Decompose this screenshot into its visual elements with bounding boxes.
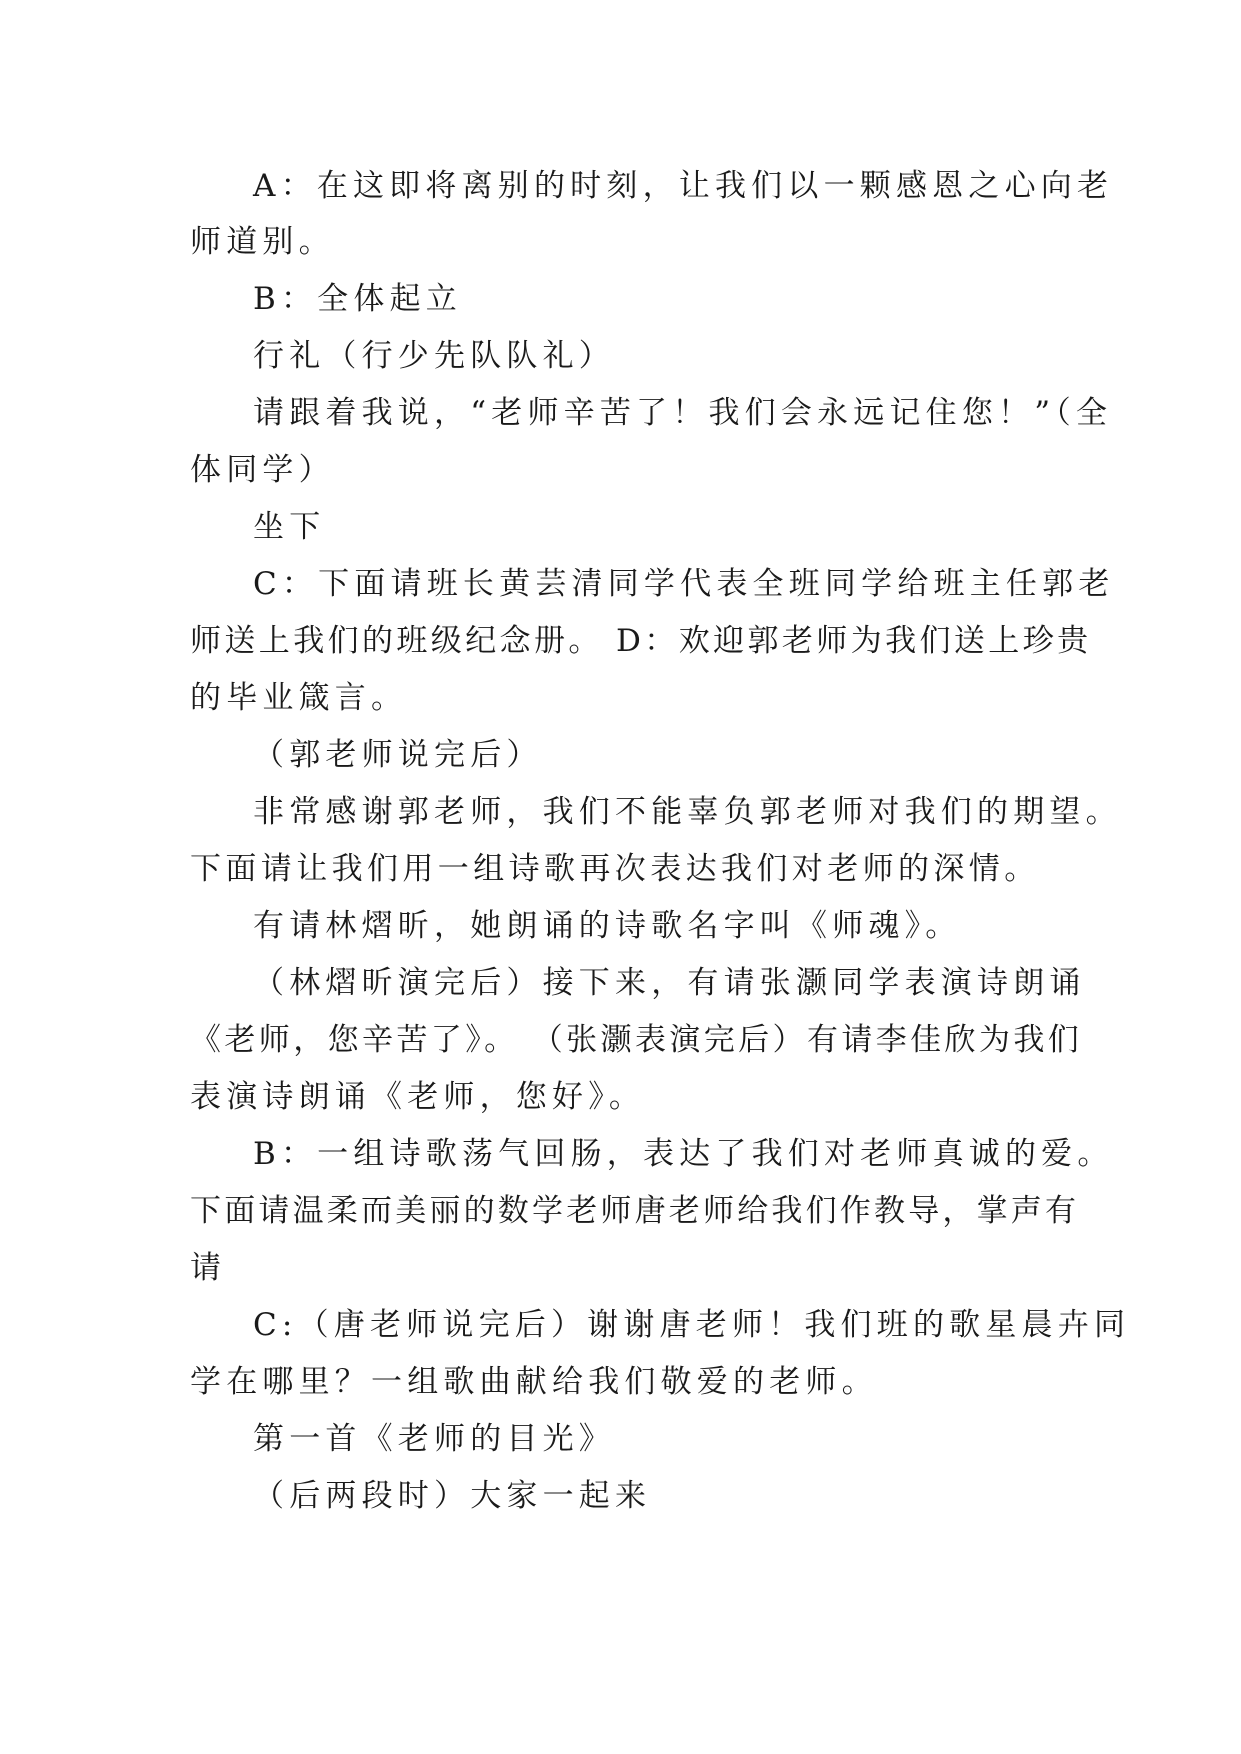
paragraph-line: （郭老师说完后）: [253, 737, 543, 773]
paragraph-line: 下面请让我们用一组诗歌再次表达我们对老师的深情。: [190, 851, 1040, 887]
paragraph-line: 《老师，您辛苦了》。 （张灏表演完后）有请李佳欣为我们: [190, 1022, 1083, 1058]
paragraph-line: 师道别。: [190, 224, 335, 260]
paragraph-line: C：下面请班长黄芸清同学代表全班同学给班主任郭老: [253, 566, 1115, 602]
paragraph-line: 坐下: [253, 509, 326, 545]
paragraph-line: A：在这即将离别的时刻，让我们以一颗感恩之心向老: [253, 168, 1114, 204]
paragraph-line: 请: [190, 1250, 227, 1286]
paragraph-line: 下面请温柔而美丽的数学老师唐老师给我们作教导，掌声有: [190, 1193, 1080, 1229]
paragraph-line: 学在哪里？一组歌曲献给我们敬爱的老师。: [190, 1364, 878, 1400]
paragraph-line: 有请林熠昕，她朗诵的诗歌名字叫《师魂》。: [253, 908, 962, 944]
paragraph-line: （林熠昕演完后）接下来，有请张灏同学表演诗朗诵: [253, 965, 1086, 1001]
paragraph-line: 非常感谢郭老师，我们不能辜负郭老师对我们的期望。: [253, 794, 1122, 830]
paragraph-line: B：全体起立: [253, 281, 462, 317]
paragraph-line: 第一首《老师的目光》: [253, 1421, 615, 1457]
paragraph-line: 师送上我们的班级纪念册。 D：欢迎郭老师为我们送上珍贵: [190, 623, 1092, 659]
paragraph-line: （后两段时）大家一起来: [253, 1478, 652, 1514]
paragraph-line: B：一组诗歌荡气回肠，表达了我们对老师真诚的爱。: [253, 1136, 1114, 1172]
paragraph-line: 的毕业箴言。: [190, 680, 408, 716]
paragraph-line: 请跟着我说，“老师辛苦了！我们会永远记住您！”（全: [253, 395, 1113, 431]
paragraph-line: 表演诗朗诵《老师，您好》。: [190, 1079, 646, 1115]
paragraph-line: C:（唐老师说完后）谢谢唐老师！我们班的歌星晨卉同: [253, 1307, 1131, 1343]
paragraph-line: 体同学）: [190, 452, 335, 488]
paragraph-line: 行礼（行少先队队礼）: [253, 338, 615, 374]
